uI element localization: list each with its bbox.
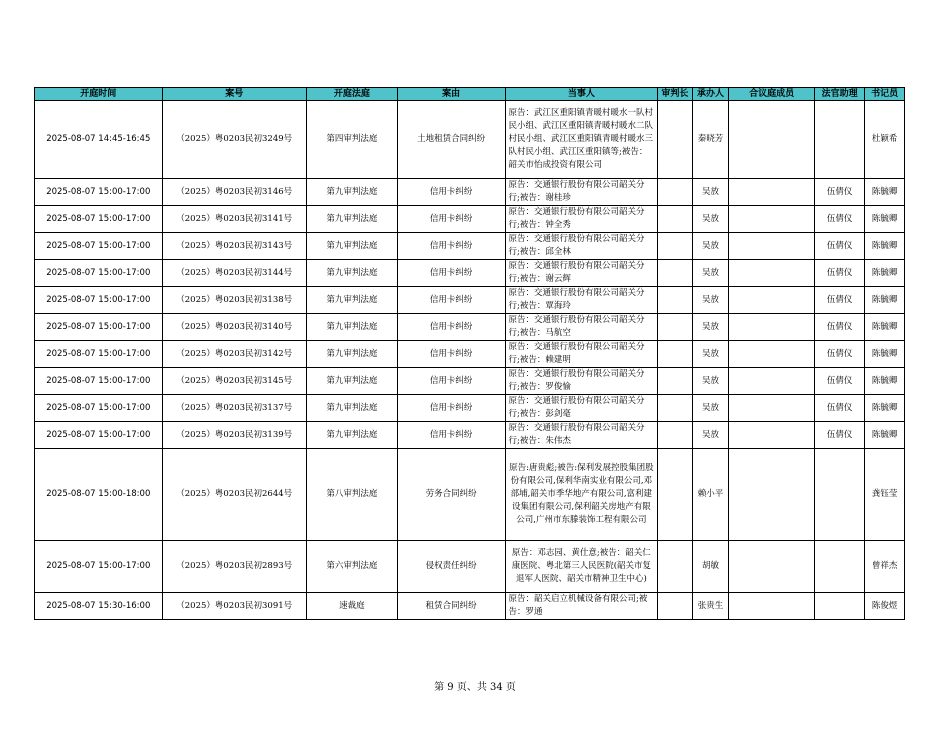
cell-presiding-judge xyxy=(658,233,693,260)
cell-clerk: 陈毓卿 xyxy=(865,314,905,341)
cell-clerk: 陈毓卿 xyxy=(865,260,905,287)
cell-parties: 原告：交通银行股份有限公司韶关分行;被告：邱全林 xyxy=(505,233,658,260)
cell-case-no: （2025）粤0203民初3145号 xyxy=(162,368,306,395)
cell-handler: 张贵生 xyxy=(692,593,729,620)
cell-assistant: 伍倩仪 xyxy=(815,233,865,260)
cell-time: 2025-08-07 15:00-17:00 xyxy=(35,422,163,449)
col-header-case-no: 案号 xyxy=(162,88,306,101)
col-header-time: 开庭时间 xyxy=(35,88,163,101)
table-row xyxy=(35,287,905,314)
cell-cause: 信用卡纠纷 xyxy=(397,260,505,287)
cell-parties: 原告：交通银行股份有限公司韶关分行;被告：彭剑毫 xyxy=(505,395,658,422)
cell-handler: 吴放 xyxy=(692,206,729,233)
cell-cause: 信用卡纠纷 xyxy=(397,287,505,314)
cell-presiding-judge xyxy=(658,179,693,206)
cell-panel xyxy=(729,179,815,206)
cell-parties: 原告：交通银行股份有限公司韶关分行;被告：谢桂珍 xyxy=(505,179,658,206)
cell-court: 第八审判法庭 xyxy=(306,449,397,541)
cell-case-no: （2025）粤0203民初3139号 xyxy=(162,422,306,449)
cell-handler: 吴放 xyxy=(692,422,729,449)
cell-court: 第九审判法庭 xyxy=(306,179,397,206)
cell-assistant xyxy=(815,101,865,179)
table-row xyxy=(35,593,905,620)
table-header-row xyxy=(35,88,905,101)
cell-clerk: 曾祥杰 xyxy=(865,541,905,593)
cell-panel xyxy=(729,287,815,314)
cell-cause: 信用卡纠纷 xyxy=(397,395,505,422)
cell-handler: 吴放 xyxy=(692,287,729,314)
cell-time: 2025-08-07 15:00-17:00 xyxy=(35,287,163,314)
cell-presiding-judge xyxy=(658,287,693,314)
cell-panel xyxy=(729,233,815,260)
cell-court: 第九审判法庭 xyxy=(306,260,397,287)
table-row xyxy=(35,260,905,287)
table-row xyxy=(35,422,905,449)
cell-assistant: 伍倩仪 xyxy=(815,395,865,422)
cell-court: 第九审判法庭 xyxy=(306,206,397,233)
cell-clerk: 陈毓卿 xyxy=(865,422,905,449)
cell-case-no: （2025）粤0203民初3138号 xyxy=(162,287,306,314)
cell-panel xyxy=(729,368,815,395)
cell-clerk: 陈毓卿 xyxy=(865,341,905,368)
cell-parties: 原告：韶关启立机械设备有限公司;被告：罗通 xyxy=(505,593,658,620)
cell-case-no: （2025）粤0203民初3143号 xyxy=(162,233,306,260)
table-row xyxy=(35,449,905,541)
table-row xyxy=(35,179,905,206)
cell-handler: 吴放 xyxy=(692,260,729,287)
cell-clerk: 杜颖希 xyxy=(865,101,905,179)
cell-time: 2025-08-07 15:00-17:00 xyxy=(35,179,163,206)
cell-time: 2025-08-07 15:00-17:00 xyxy=(35,368,163,395)
cell-court: 速裁庭 xyxy=(306,593,397,620)
cell-parties: 原告：交通银行股份有限公司韶关分行;被告：罗俊愉 xyxy=(505,368,658,395)
cell-parties: 原告：交通银行股份有限公司韶关分行;被告：朱伟杰 xyxy=(505,422,658,449)
cell-assistant xyxy=(815,593,865,620)
cell-clerk: 陈毓卿 xyxy=(865,395,905,422)
cell-time: 2025-08-07 15:00-17:00 xyxy=(35,341,163,368)
table-row xyxy=(35,341,905,368)
cell-presiding-judge xyxy=(658,206,693,233)
cell-court: 第九审判法庭 xyxy=(306,422,397,449)
cell-case-no: （2025）粤0203民初3249号 xyxy=(162,101,306,179)
cell-presiding-judge xyxy=(658,541,693,593)
cell-case-no: （2025）粤0203民初2644号 xyxy=(162,449,306,541)
cell-assistant: 伍倩仪 xyxy=(815,368,865,395)
cell-panel xyxy=(729,206,815,233)
cell-handler: 吴放 xyxy=(692,395,729,422)
cell-parties: 原告：交通银行股份有限公司韶关分行;被告：赖建明 xyxy=(505,341,658,368)
cell-handler: 吴放 xyxy=(692,314,729,341)
cell-clerk: 陈毓卿 xyxy=(865,287,905,314)
cell-assistant: 伍倩仪 xyxy=(815,314,865,341)
cell-presiding-judge xyxy=(658,449,693,541)
cell-handler: 赖小平 xyxy=(692,449,729,541)
table-row xyxy=(35,541,905,593)
cell-court: 第九审判法庭 xyxy=(306,368,397,395)
cell-handler: 秦晓芳 xyxy=(692,101,729,179)
col-header-court: 开庭法庭 xyxy=(306,88,397,101)
cell-presiding-judge xyxy=(658,341,693,368)
cell-time: 2025-08-07 15:30-16:00 xyxy=(35,593,163,620)
cell-panel xyxy=(729,593,815,620)
col-header-cause: 案由 xyxy=(397,88,505,101)
cell-court: 第四审判法庭 xyxy=(306,101,397,179)
table-row xyxy=(35,233,905,260)
cell-time: 2025-08-07 15:00-17:00 xyxy=(35,314,163,341)
col-header-parties: 当事人 xyxy=(505,88,658,101)
cell-case-no: （2025）粤0203民初3142号 xyxy=(162,341,306,368)
cell-panel xyxy=(729,260,815,287)
hearing-schedule-table xyxy=(34,87,905,620)
cell-case-no: （2025）粤0203民初3140号 xyxy=(162,314,306,341)
cell-assistant xyxy=(815,541,865,593)
col-header-presiding-judge: 审判长 xyxy=(658,88,693,101)
table-row xyxy=(35,368,905,395)
cell-court: 第九审判法庭 xyxy=(306,341,397,368)
cell-cause: 土地租赁合同纠纷 xyxy=(397,101,505,179)
cell-time: 2025-08-07 15:00-17:00 xyxy=(35,206,163,233)
cell-parties: 原告：交通银行股份有限公司韶关分行;被告：钟全秀 xyxy=(505,206,658,233)
cell-court: 第九审判法庭 xyxy=(306,233,397,260)
cell-clerk: 陈俊煜 xyxy=(865,593,905,620)
cell-cause: 劳务合同纠纷 xyxy=(397,449,505,541)
cell-presiding-judge xyxy=(658,593,693,620)
cell-court: 第六审判法庭 xyxy=(306,541,397,593)
table-row xyxy=(35,314,905,341)
cell-handler: 吴放 xyxy=(692,179,729,206)
cell-panel xyxy=(729,101,815,179)
cell-presiding-judge xyxy=(658,395,693,422)
cell-time: 2025-08-07 15:00-17:00 xyxy=(35,541,163,593)
col-header-clerk: 书记员 xyxy=(865,88,905,101)
cell-court: 第九审判法庭 xyxy=(306,314,397,341)
cell-cause: 信用卡纠纷 xyxy=(397,422,505,449)
col-header-handler: 承办人 xyxy=(692,88,729,101)
cell-presiding-judge xyxy=(658,314,693,341)
cell-parties: 原告：交通银行股份有限公司韶关分行;被告：马航空 xyxy=(505,314,658,341)
cell-panel xyxy=(729,341,815,368)
cell-cause: 信用卡纠纷 xyxy=(397,233,505,260)
col-header-panel: 合议庭成员 xyxy=(729,88,815,101)
cell-parties: 原告：交通银行股份有限公司韶关分行;被告：覃海玲 xyxy=(505,287,658,314)
cell-clerk: 陈毓卿 xyxy=(865,233,905,260)
cell-cause: 信用卡纠纷 xyxy=(397,179,505,206)
cell-assistant: 伍倩仪 xyxy=(815,179,865,206)
cell-parties: 原告：交通银行股份有限公司韶关分行;被告：谢云辉 xyxy=(505,260,658,287)
cell-time: 2025-08-07 15:00-17:00 xyxy=(35,260,163,287)
cell-assistant xyxy=(815,449,865,541)
cell-case-no: （2025）粤0203民初2893号 xyxy=(162,541,306,593)
cell-panel xyxy=(729,449,815,541)
cell-case-no: （2025）粤0203民初3144号 xyxy=(162,260,306,287)
cell-clerk: 陈毓卿 xyxy=(865,206,905,233)
table-row xyxy=(35,101,905,179)
cell-assistant: 伍倩仪 xyxy=(815,422,865,449)
hearing-schedule-sheet xyxy=(34,87,905,620)
cell-case-no: （2025）粤0203民初3091号 xyxy=(162,593,306,620)
cell-parties: 原告:唐贵彪;被告:保利发展控股集团股份有限公司,保利华南实业有限公司,邓部埔,韶关市季华地产有限公司,富利建设集团有限公司,保利韶关房地产有限公司,广州市东滕装饰工程有限公司 xyxy=(505,449,658,541)
cell-presiding-judge xyxy=(658,368,693,395)
cell-cause: 信用卡纠纷 xyxy=(397,314,505,341)
cell-time: 2025-08-07 14:45-16:45 xyxy=(35,101,163,179)
cell-cause: 租赁合同纠纷 xyxy=(397,593,505,620)
cell-panel xyxy=(729,314,815,341)
cell-court: 第九审判法庭 xyxy=(306,287,397,314)
cell-time: 2025-08-07 15:00-17:00 xyxy=(35,233,163,260)
cell-parties: 原告：武江区重阳镇青暖村暖水一队村民小组、武江区重阳镇青暖村暖水二队村民小组、武江区重阳镇青暖村暖水三队村民小组、武江区重阳镇等;被告：韶关市怡成投资有限公司 xyxy=(505,101,658,179)
cell-clerk: 龚钰莹 xyxy=(865,449,905,541)
page-footer: 第 9 页、共 34 页 xyxy=(434,682,516,693)
cell-assistant: 伍倩仪 xyxy=(815,341,865,368)
cell-handler: 吴放 xyxy=(692,368,729,395)
cell-cause: 信用卡纠纷 xyxy=(397,206,505,233)
cell-cause: 侵权责任纠纷 xyxy=(397,541,505,593)
cell-handler: 胡敏 xyxy=(692,541,729,593)
cell-presiding-judge xyxy=(658,422,693,449)
cell-handler: 吴放 xyxy=(692,341,729,368)
cell-parties: 原告：邓志园、黄仕意;被告：韶关仁康医院、粤北第三人民医院(韶关市复退军人医院、韶关市精神卫生中心) xyxy=(505,541,658,593)
cell-assistant: 伍倩仪 xyxy=(815,206,865,233)
cell-case-no: （2025）粤0203民初3141号 xyxy=(162,206,306,233)
table-row xyxy=(35,395,905,422)
cell-time: 2025-08-07 15:00-17:00 xyxy=(35,395,163,422)
cell-panel xyxy=(729,422,815,449)
cell-presiding-judge xyxy=(658,260,693,287)
table-row xyxy=(35,206,905,233)
cell-panel xyxy=(729,395,815,422)
cell-clerk: 陈毓卿 xyxy=(865,368,905,395)
cell-time: 2025-08-07 15:00-18:00 xyxy=(35,449,163,541)
col-header-assistant: 法官助理 xyxy=(815,88,865,101)
cell-panel xyxy=(729,541,815,593)
cell-clerk: 陈毓卿 xyxy=(865,179,905,206)
cell-cause: 信用卡纠纷 xyxy=(397,341,505,368)
cell-assistant: 伍倩仪 xyxy=(815,287,865,314)
cell-case-no: （2025）粤0203民初3146号 xyxy=(162,179,306,206)
cell-handler: 吴放 xyxy=(692,233,729,260)
cell-case-no: （2025）粤0203民初3137号 xyxy=(162,395,306,422)
cell-cause: 信用卡纠纷 xyxy=(397,368,505,395)
cell-assistant: 伍倩仪 xyxy=(815,260,865,287)
cell-presiding-judge xyxy=(658,101,693,179)
cell-court: 第九审判法庭 xyxy=(306,395,397,422)
